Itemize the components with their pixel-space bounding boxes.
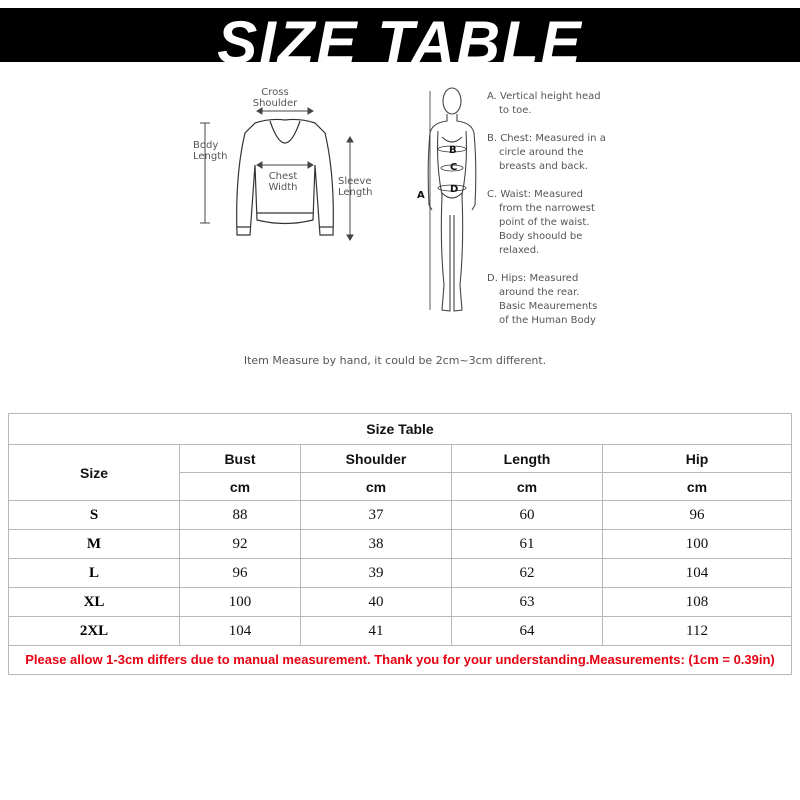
body-length-label: Body Length — [193, 140, 228, 162]
letter-d: D — [450, 184, 459, 195]
size-cell: XL — [9, 588, 180, 617]
length-cell: 62 — [452, 559, 603, 588]
letter-c: C — [450, 162, 458, 173]
bust-cell: 88 — [180, 501, 301, 530]
size-cell: M — [9, 530, 180, 559]
size-header: Size — [9, 445, 180, 501]
size-table — [8, 413, 792, 675]
table-row — [9, 617, 792, 646]
unit-length: cm — [452, 473, 603, 501]
cross-shoulder-label: Cross Shoulder — [252, 87, 298, 109]
bust-cell: 104 — [180, 617, 301, 646]
note-a: A. Vertical height head to toe. — [487, 91, 601, 116]
unit-hip: cm — [603, 473, 792, 501]
title-banner — [0, 8, 800, 76]
length-cell: 64 — [452, 617, 603, 646]
shoulder-cell: 38 — [301, 530, 452, 559]
table-caption: Size Table — [9, 414, 792, 445]
col-header-length: Length — [452, 445, 603, 473]
size-cell: S — [9, 501, 180, 530]
hip-cell: 108 — [603, 588, 792, 617]
unit-shoulder: cm — [301, 473, 452, 501]
col-header-shoulder: Shoulder — [301, 445, 452, 473]
note-c: C. Waist: Measured from the narrowest point of the waist. Body shoould be relaxed. — [487, 189, 595, 256]
hip-cell: 112 — [603, 617, 792, 646]
shoulder-cell: 39 — [301, 559, 452, 588]
measure-note: Item Measure by hand, it could be 2cm~3cm different. — [243, 354, 547, 367]
note-d: D. Hips: Measured around the rear. Basic Meaurements of the Human Body — [487, 273, 598, 326]
bust-cell: 96 — [180, 559, 301, 588]
length-cell: 61 — [452, 530, 603, 559]
shoulder-cell: 37 — [301, 501, 452, 530]
bust-cell: 100 — [180, 588, 301, 617]
shoulder-cell: 40 — [301, 588, 452, 617]
sleeve-length-label: Sleeve Length — [338, 176, 373, 198]
chest-width-label: Chest Width — [268, 171, 298, 193]
hip-cell: 104 — [603, 559, 792, 588]
hip-cell: 96 — [603, 501, 792, 530]
note-b: B. Chest: Measured in a circle around the breasts and back. — [487, 133, 606, 172]
table-row — [9, 559, 792, 588]
col-header-bust: Bust — [180, 445, 301, 473]
letter-a: A — [417, 190, 425, 201]
length-cell: 60 — [452, 501, 603, 530]
table-row — [9, 501, 792, 530]
body-diagram — [420, 85, 480, 320]
unit-bust: cm — [180, 473, 301, 501]
col-header-hip: Hip — [603, 445, 792, 473]
shoulder-cell: 41 — [301, 617, 452, 646]
bust-cell: 92 — [180, 530, 301, 559]
table-row — [9, 588, 792, 617]
size-cell: 2XL — [9, 617, 180, 646]
warning-footer: Please allow 1-3cm differs due to manual measurement. Thank you for your understanding.Measurements: (1cm = 0.39in) — [9, 646, 792, 675]
table-row — [9, 530, 792, 559]
size-cell: L — [9, 559, 180, 588]
banner-title: SIZE TABLE — [217, 9, 583, 76]
letter-b: B — [449, 145, 457, 156]
hip-cell: 100 — [603, 530, 792, 559]
length-cell: 63 — [452, 588, 603, 617]
